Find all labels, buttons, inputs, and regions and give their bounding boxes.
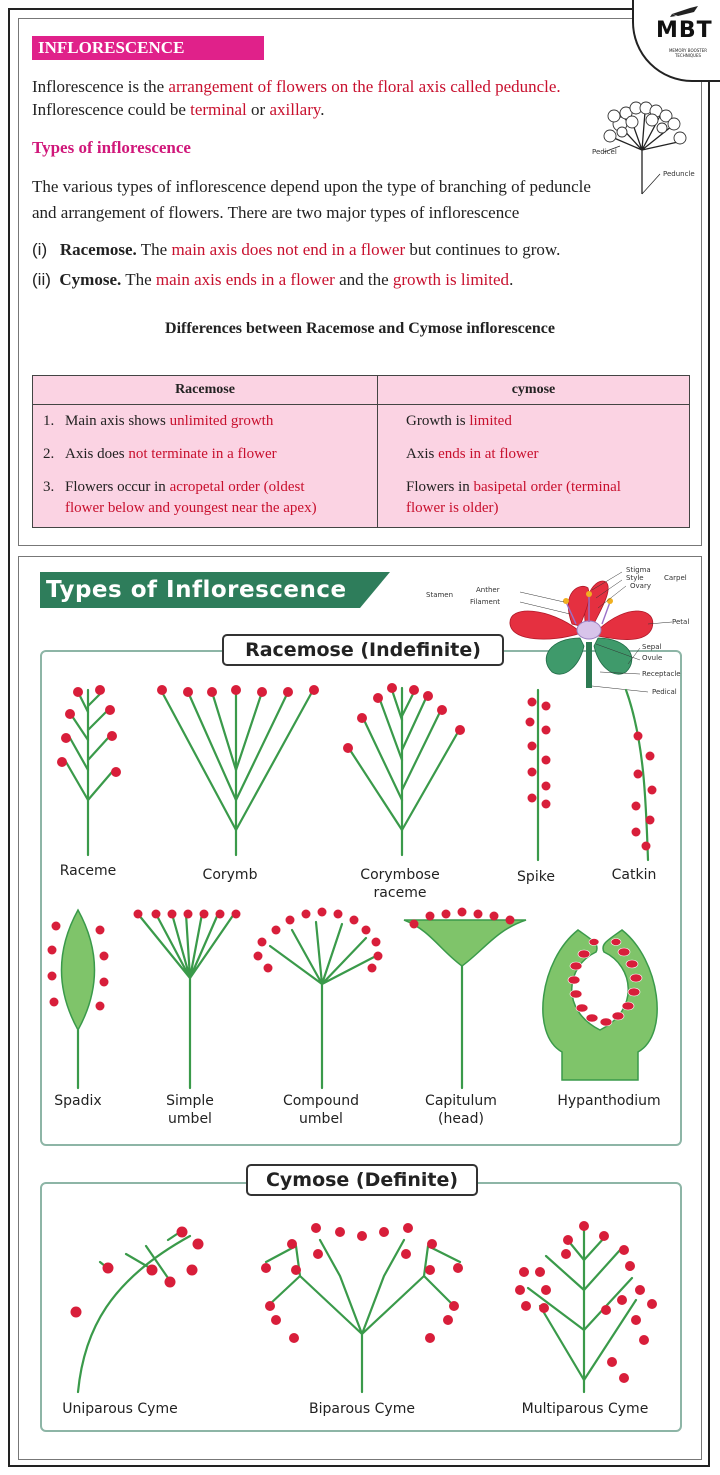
logo-text: MBT: [656, 18, 713, 43]
compound-umbel-label-2: umbel: [299, 1111, 343, 1127]
cymose-definition: (ii) Cymose. The main axis ends in a flower and the growth is limited.: [32, 270, 514, 289]
hypanthodium-body: [543, 930, 657, 1080]
raceme-label: Raceme: [59, 863, 117, 879]
peduncle-label: Peduncle: [663, 170, 695, 178]
types-para-line-1: The various types of inflorescence depend upon the type of branching of peduncle: [32, 177, 591, 196]
row3-left: 3. Flowers occur in acropetal order (oldest flower below and youngest near the apex): [33, 469, 378, 528]
cymose-title: Cymose (Definite): [246, 1164, 478, 1196]
types-heading: Types of inflorescence: [32, 138, 191, 157]
racemose-title: Racemose (Indefinite): [222, 634, 504, 666]
intro-line-2: Inflorescence could be terminal or axillary.: [32, 100, 325, 119]
intro-line-1: Inflorescence is the arrangement of flowers on the floral axis called peduncle.: [32, 77, 561, 96]
carpel-label: Carpel: [664, 574, 687, 582]
types-para-line-2: and arrangement of flowers. There are two major types of inflorescence: [32, 203, 520, 222]
uniparous-cyme-diagram: [78, 1232, 190, 1392]
capitulum-label-1: Capitulum: [425, 1093, 497, 1109]
banner-title: Types of Inflorescence: [46, 577, 347, 603]
petal-label: Petal: [672, 618, 690, 626]
sepal-label: Sepal: [642, 643, 662, 651]
row1-right: Growth is limited: [378, 405, 690, 437]
header-cymose: cymose: [378, 376, 690, 405]
hypanthodium-label: Hypanthodium: [557, 1093, 661, 1109]
simple-umbel-label-1: Simple: [166, 1093, 214, 1109]
compound-umbel-label-1: Compound: [282, 1093, 360, 1109]
pedicel-label: Pedicel: [592, 148, 617, 156]
style-label: Style: [626, 574, 644, 582]
spadix-label: Spadix: [54, 1093, 102, 1109]
spike-label: Spike: [517, 869, 555, 885]
biparous-cyme-label: Biparous Cyme: [309, 1401, 415, 1417]
receptacle-label: Receptacle: [642, 670, 681, 678]
row2-left: 2. Axis does not terminate in a flower: [33, 436, 378, 469]
row3-right: Flowers in basipetal order (terminal flower is older): [378, 469, 690, 528]
logo-tagline: MEMORY BOOSTER TECHNIQUES: [668, 48, 708, 58]
catkin-label: Catkin: [611, 867, 657, 883]
biparous-cyme-diagram: [266, 1240, 460, 1392]
ovule-label: Ovule: [642, 654, 663, 662]
differences-title: Differences between Racemose and Cymose inflorescence: [165, 320, 555, 337]
row2-right: Axis ends in at flower: [378, 436, 690, 469]
anther-label: Anther: [476, 586, 500, 594]
section-title: INFLORESCENCE: [32, 36, 264, 60]
ovary-label: Ovary: [630, 582, 651, 590]
simple-umbel-label-2: umbel: [168, 1111, 212, 1127]
pedical-label: Pedical: [652, 688, 677, 696]
racemose-definition: (i) Racemose. The main axis does not end in a flower but continues to grow.: [32, 240, 561, 259]
header-racemose: Racemose: [33, 376, 378, 405]
row1-left: 1. Main axis shows unlimited growth: [33, 405, 378, 437]
corymb-diagram: [162, 692, 312, 855]
capitulum-label-2: (head): [438, 1111, 484, 1127]
corymb-label: Corymb: [202, 867, 258, 883]
corymbose-label-1: Corymbose: [360, 867, 440, 883]
compound-umbel-diagram: [270, 922, 376, 1088]
stamen-label: Stamen: [426, 591, 454, 599]
multiparous-cyme-label: Multiparous Cyme: [521, 1401, 649, 1417]
stigma-label: Stigma: [626, 566, 651, 574]
corymbose-label-2: raceme: [373, 885, 427, 901]
filament-label: Filament: [470, 598, 501, 606]
simple-umbel-diagram: [138, 914, 234, 1088]
spadix-body: [62, 910, 95, 1030]
uniparous-cyme-label: Uniparous Cyme: [62, 1401, 178, 1417]
capitulum-receptacle: [404, 920, 526, 966]
